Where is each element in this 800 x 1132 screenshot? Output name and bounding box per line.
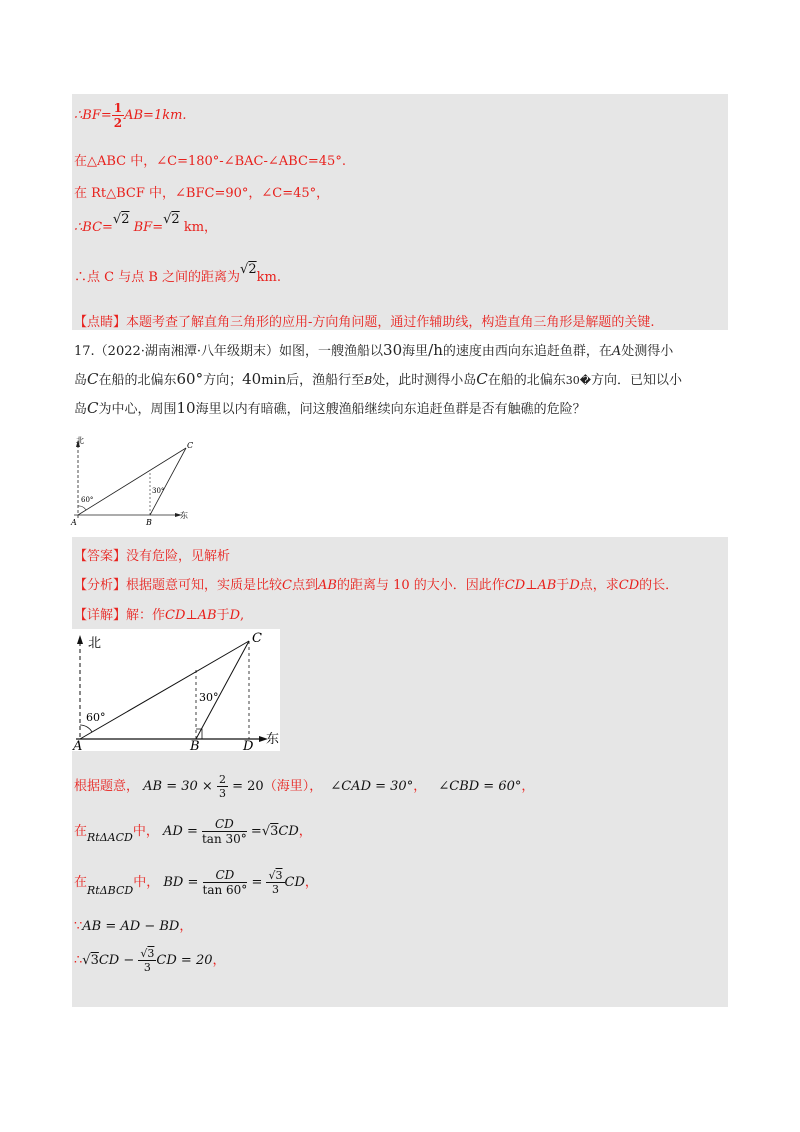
point-c: C [252,631,262,646]
line-bf: ∴BF= $\frac{1}{2}$ AB=1km. [74,101,187,130]
detail-line: 【详解】解：作CD⊥AB于D, [74,608,245,623]
line-ac [78,448,186,515]
angle-30-label: 30° [199,691,219,704]
answer-line: 【答案】没有危险，见解析 [74,549,231,564]
line-bc [150,448,186,515]
north-label: 北 [88,636,102,651]
figure-small [66,432,196,526]
angle-60-label: 60° [86,711,106,724]
figure-large [72,629,280,751]
solution-line-2: 在$_{Rt\Delta ACD}$中， AD = $\frac{CD}{\tan 30^\circ}$ =√3CD， [74,817,312,846]
solution-line-5: ∴√3CD − $\frac{√3}{3}$ CD = 20， [74,947,226,974]
point-a: A [71,518,77,526]
point-b: B [190,739,200,751]
point-c: C [187,441,194,450]
key-point: 【点睛】本题考查了解直角三角形的应用-方向角问题，通过作辅助线，构造直角三角形是解题的关键. [74,315,655,330]
north-label: 北 [76,436,84,445]
line-ac [80,641,249,739]
line-triangle-abc: 在△ABC 中，∠C=180°-∠BAC-∠ABC=45°. [74,154,346,169]
line-bc: ∴BC=√2 BF=√2 km， [74,212,218,235]
point-b: B [146,518,152,526]
solution-line-4: ∵AB = AD − BD， [74,919,193,934]
analysis-line: 【分析】根据题意可知，实质是比较C点到AB的距离与 10 的大小．因此作CD⊥AB于D点，求CD的长． [74,578,679,593]
angle-a-arc [78,506,86,510]
north-arrow [77,635,83,644]
point-a: A [73,739,83,751]
solution-line-3: 在$_{Rt\Delta BCD}$中， BD = $\frac{CD}{\tan 60^\circ}$ = $\frac{√3}{3}$ CD， [74,868,318,897]
line-rt-bcf: 在 Rt△BCF 中，∠BFC=90°，∠C=45°， [74,186,330,201]
line-bc [196,641,249,739]
east-label: 东 [180,511,188,520]
line-distance: ∴点 C 与点 B 之间的距离为√2km. [74,262,281,285]
problem-line-3: 岛C为中心，周围10海里以内有暗礁，问这艘渔船继续向东追赶鱼群是否有触礁的危险？ [74,399,586,417]
angle-30-label: 30° [152,487,165,495]
solution-line-1: 根据题意， AB = 30 × $\frac{2}{3}$ = 20（海里）， ∠CAD = 30°， ∠CBD = 60°， [74,773,535,800]
angle-60-label: 60° [81,496,94,504]
problem-line-1: 17.（2022·湖南湘潭·八年级期末）如图，一艘渔船以30海里/h的速度由西向东追赶鱼群，在A处测得小 [74,341,674,359]
problem-line-2: 岛C在船的北偏东60°方向；40min后，渔船行至B处，此时测得小岛C在船的北偏东30�方向．已知以小 [74,370,682,388]
east-label: 东 [266,732,280,747]
point-d: D [243,739,254,751]
angle-a-arc [80,725,92,732]
